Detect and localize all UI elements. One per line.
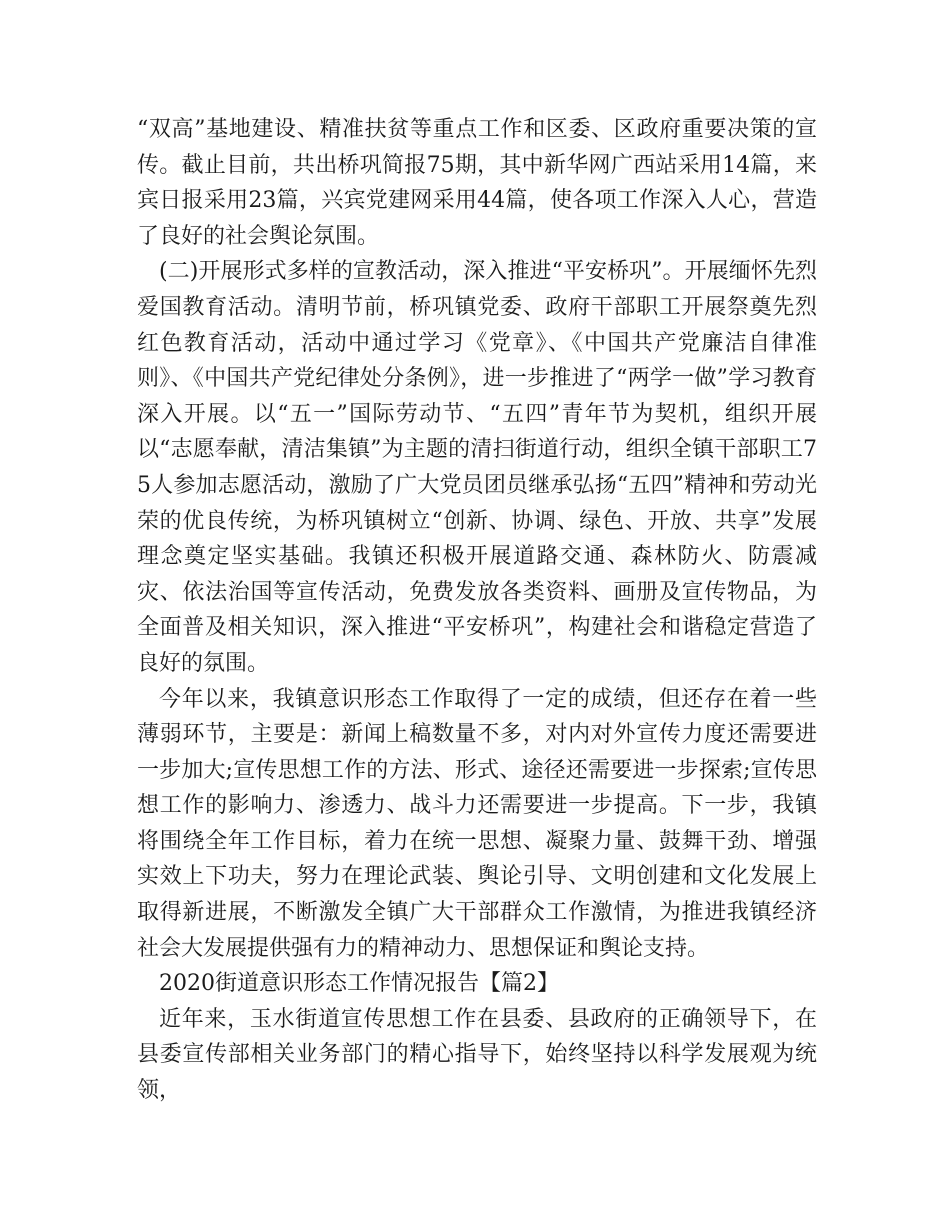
paragraph-1: “双高”基地建设、精准扶贫等重点工作和区委、区政府重要决策的宣传。截止目前，共出桥巩简报75期，其中新华网广西站采用14篇，来宾日报采用23篇，兴宾党建网采用44篇，使各项工作深入人心，营造了良好的社会舆论氛围。 [137, 117, 817, 249]
paragraph-2: (二)开展形式多样的宣教活动，深入推进“平安桥巩”。开展缅怀先烈爱国教育活动。清明节前，桥巩镇党委、政府干部职工开展祭奠先烈红色教育活动，活动中通过学习《党章》、《中国共产党廉洁自律准则》、《中国共产党纪律处分条例》，进一步推进了“两学一做”学习教育深入开展。以“五一”国际劳动节、“五四”青年节为契机，组织开展以“志愿奉献，清洁集镇”为主题的清扫街道行动，组织全镇干部职工75人参加志愿活动，激励了广大党员团员继承弘扬“五四”精神和劳动光荣的优良传统，为桥巩镇树立“创新、协调、绿色、开放、共享”发展理念奠定坚实基础。我镇还积极开展道路交通、森林防火、防震减灾、依法治国等宣传活动，免费发放各类资料、画册及宣传物品，为全面普及相关知识，深入推进“平安桥巩”，构建社会和谐稳定营造了良好的氛围。 [137, 259, 817, 676]
section-heading: 2020街道意识形态工作情况报告【篇2】 [159, 971, 559, 997]
paragraph-3: 今年以来，我镇意识形态工作取得了一定的成绩，但还存在着一些薄弱环节，主要是：新闻上稿数量不多，对内对外宣传力度还需要进一步加大;宣传思想工作的方法、形式、途径还需要进一步探索;宣传思想工作的影响力、渗透力、战斗力还需要进一步提高。下一步，我镇将围绕全年工作目标，着力在统一思想、凝聚力量、鼓舞干劲、增强实效上下功夫，努力在理论武装、舆论引导、文明创建和文化发展上取得新进展，不断激发全镇广大干部群众工作激情，为推进我镇经济社会大发展提供强有力的精神动力、思想保证和舆论支持。 [137, 686, 817, 961]
paragraph-4: 近年来，玉水街道宣传思想工作在县委、县政府的正确领导下，在县委宣传部相关业务部门的精心指导下，始终坚持以科学发展观为统领， [137, 1006, 817, 1104]
document-body [137, 112, 817, 1109]
